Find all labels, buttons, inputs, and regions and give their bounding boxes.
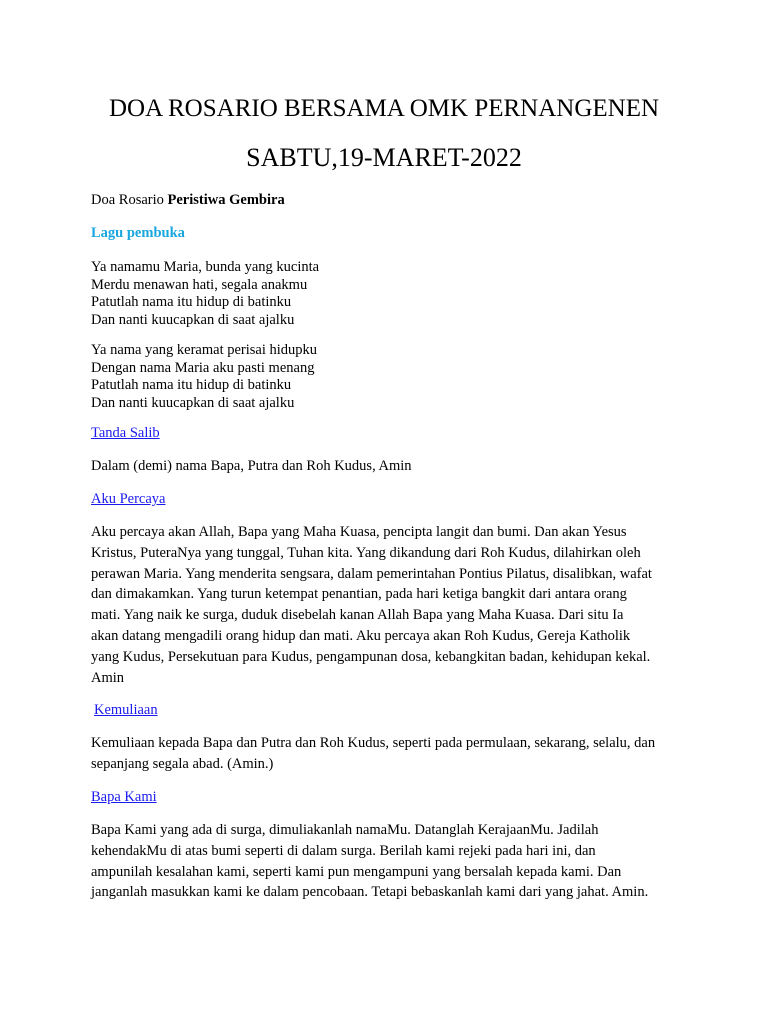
intro-bold-text: Peristiwa Gembira xyxy=(167,192,285,208)
link-bapa-kami[interactable]: Bapa Kami xyxy=(91,789,157,805)
paragraph-line: perawan Maria. Yang menderita sengsara, dalam pemerintahan Pontius Pilatus, disalibkan, wafat xyxy=(91,565,652,582)
link-tanda-salib[interactable]: Tanda Salib xyxy=(91,425,160,441)
heading-bapa-kami-wrap xyxy=(91,787,691,807)
kemuliaan-paragraph xyxy=(91,733,691,775)
paragraph-line: sepanjang segala abad. (Amin.) xyxy=(91,755,274,772)
stanza-line: Patutlah nama itu hidup di batinku xyxy=(91,377,292,393)
bapa-kami-paragraph xyxy=(91,820,691,903)
paragraph-line: Kristus, PuteraNya yang tunggal, Tuhan kita. Yang dikandung dari Roh Kudus, dilahirkan oleh xyxy=(91,544,641,561)
paragraph-line: Aku percaya akan Allah, Bapa yang Maha Kuasa, pencipta langit dan bumi. Dan akan Yesus xyxy=(91,524,627,540)
stanza-line: Patutlah nama itu hidup di batinku xyxy=(91,294,292,310)
document-date: SABTU,19-MARET-2022 xyxy=(246,143,522,172)
lagu-pembuka-stanza-2 xyxy=(91,342,691,412)
link-aku-percaya[interactable]: Aku Percaya xyxy=(91,491,166,507)
lagu-pembuka-stanza-1 xyxy=(91,259,691,329)
heading-tanda-salib-wrap xyxy=(91,423,691,443)
stanza-line: Ya namamu Maria, bunda yang kucinta xyxy=(91,259,320,275)
stanza-line: Merdu menawan hati, segala anakmu xyxy=(91,276,308,293)
heading-aku-percaya-wrap xyxy=(91,489,691,509)
document-title: DOA ROSARIO BERSAMA OMK PERNANGENEN xyxy=(108,95,660,122)
paragraph-line: ampunilah kesalahan kami, seperti kami pun mengampuni yang bersalah kepada kami. Dan xyxy=(91,863,622,880)
paragraph-line: yang Kudus, Persekutuan para Kudus, pengampunan dosa, kebangkitan badan, kehidupan kekal. xyxy=(91,648,651,665)
stanza-line: Dan nanti kuucapkan di saat ajalku xyxy=(91,394,295,411)
paragraph-line: Amin xyxy=(91,669,125,686)
paragraph-line: kehendakMu di atas bumi seperti di dalam surga. Berilah kami rejeki pada hari ini, dan xyxy=(91,842,596,859)
tanda-salib-text: Dalam (demi) nama Bapa, Putra dan Roh Kudus, Amin xyxy=(91,458,412,474)
intro-line xyxy=(91,190,691,210)
stanza-line: Ya nama yang keramat perisai hidupku xyxy=(91,342,318,358)
heading-kemuliaan-wrap xyxy=(94,700,694,720)
paragraph-line: Kemuliaan kepada Bapa dan Putra dan Roh Kudus, seperti pada permulaan, sekarang, selalu, dan xyxy=(91,735,656,751)
link-kemuliaan[interactable]: Kemuliaan xyxy=(94,702,158,718)
intro-normal-text: Doa Rosario xyxy=(91,192,168,208)
paragraph-line: mati. Yang naik ke surga, duduk disebelah kanan Allah Bapa yang Maha Kuasa. Dari situ Ia xyxy=(91,607,624,624)
aku-percaya-paragraph xyxy=(91,522,691,688)
paragraph-line: janganlah masukkan kami ke dalam pencobaan. Tetapi bebaskanlah kami dari yang jahat. Amin. xyxy=(91,884,649,901)
paragraph-line: dan dimakamkan. Yang turun ketempat penantian, pada hari ketiga bangkit dari antara orang xyxy=(91,586,627,603)
paragraph-line: Bapa Kami yang ada di surga, dimuliakanlah namaMu. Datanglah KerajaanMu. Jadilah xyxy=(91,822,599,838)
paragraph-line: akan datang mengadili orang hidup dan mati. Aku percaya akan Roh Kudus, Gereja Katholik xyxy=(91,627,631,644)
heading-lagu-pembuka: Lagu pembuka xyxy=(91,225,185,241)
stanza-line: Dan nanti kuucapkan di saat ajalku xyxy=(91,311,295,328)
stanza-line: Dengan nama Maria aku pasti menang xyxy=(91,359,315,376)
